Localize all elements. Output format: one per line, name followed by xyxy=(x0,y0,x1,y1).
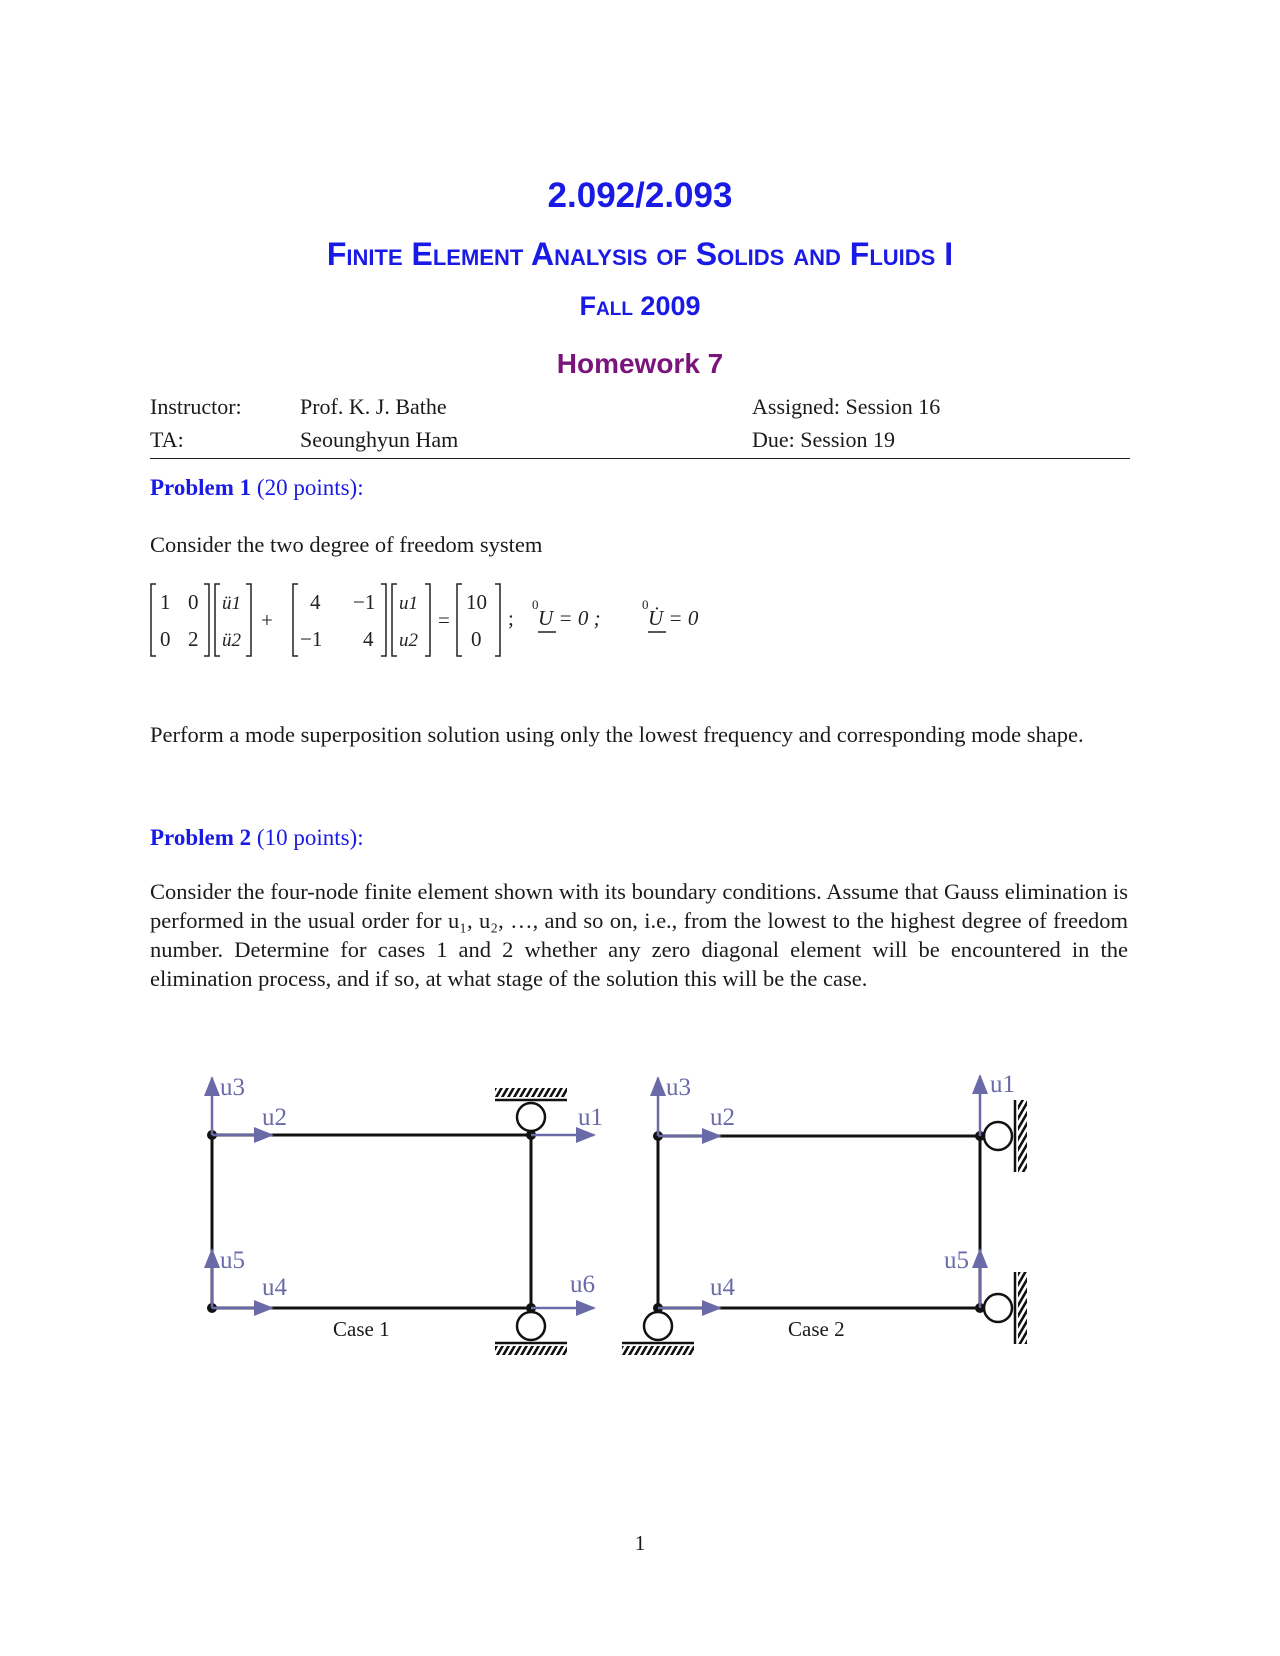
case1-u6-label: u6 xyxy=(570,1271,595,1298)
mass-21: 0 xyxy=(160,627,171,651)
problem1-intro: Consider the two degree of freedom system xyxy=(150,532,543,557)
ta-name: Seounghyun Ham xyxy=(300,427,459,452)
case1-top-roller xyxy=(517,1103,545,1131)
problem1-label: Problem 1 xyxy=(150,475,252,500)
course-number: 2.092/2.093 xyxy=(547,176,733,215)
disp-1: u1 xyxy=(399,593,418,614)
case2-left-ground xyxy=(622,1346,694,1355)
instructor-label: Instructor: xyxy=(150,394,242,419)
mass-11: 1 xyxy=(160,590,171,614)
case1-u4-label: u4 xyxy=(262,1274,287,1301)
case2-caption: Case 2 xyxy=(788,1317,845,1341)
ic1-superscript: 0 xyxy=(532,597,539,612)
assigned-session: Assigned: Session 16 xyxy=(752,394,941,419)
problem1-task: Perform a mode superposition solution using only the lowest frequency and corresponding mode shape. xyxy=(150,722,1084,747)
case1-bottom-roller xyxy=(517,1312,545,1340)
header-divider xyxy=(150,458,1130,459)
case1-figure xyxy=(207,1074,603,1355)
case2-element xyxy=(658,1136,980,1308)
stiff-21: −1 xyxy=(300,627,323,651)
rhs-2: 0 xyxy=(471,627,482,651)
case1-u1-label: u1 xyxy=(578,1104,603,1131)
acc-1: ü1 xyxy=(222,593,241,614)
problem2-label: Problem 2 xyxy=(150,825,252,850)
rhs-1: 10 xyxy=(466,590,487,614)
due-session: Due: Session 19 xyxy=(752,427,895,452)
case1-caption: Case 1 xyxy=(333,1317,390,1341)
page-number: 1 xyxy=(634,1531,646,1555)
case1-u2-label: u2 xyxy=(262,1104,287,1131)
case1-top-ground xyxy=(495,1088,567,1097)
mass-12: 0 xyxy=(188,590,199,614)
case2-u5-label: u5 xyxy=(944,1247,969,1274)
stiff-22: 4 xyxy=(363,627,374,651)
case1-u5-label: u5 xyxy=(220,1247,245,1274)
problem2-points: (10 points): xyxy=(256,825,364,850)
mass-22: 2 xyxy=(188,627,199,651)
case2-u2-label: u2 xyxy=(710,1104,735,1131)
term: Fall 2009 xyxy=(579,291,701,321)
initial-velocity: U̇ = 0 xyxy=(648,606,699,630)
case1-bottom-ground xyxy=(495,1346,567,1355)
case2-u3-label: u3 xyxy=(666,1074,691,1101)
problem1-heading xyxy=(150,475,364,501)
equation-of-motion xyxy=(148,580,728,660)
boundary-condition-figures xyxy=(150,1050,1130,1370)
case2-left-roller xyxy=(644,1312,672,1340)
case2-bottom-right-roller xyxy=(984,1294,1012,1322)
case1-element xyxy=(212,1135,531,1308)
case2-top-right-wall xyxy=(1018,1100,1027,1172)
stiff-11: 4 xyxy=(310,590,321,614)
case2-figure xyxy=(622,1071,1027,1355)
problem1-points: (20 points): xyxy=(256,475,364,500)
problem2-heading xyxy=(150,825,364,851)
ic2-superscript: 0 xyxy=(642,597,649,612)
case1-u3-label: u3 xyxy=(220,1074,245,1101)
case2-u4-label: u4 xyxy=(710,1274,735,1301)
instructor-name: Prof. K. J. Bathe xyxy=(300,394,447,419)
course-title: Finite Element Analysis of Solids and Fluids I xyxy=(326,236,954,272)
acc-2: ü2 xyxy=(222,630,241,651)
semicolon: ; xyxy=(508,606,514,630)
disp-2: u2 xyxy=(399,630,418,651)
case2-bottom-right-wall xyxy=(1018,1272,1027,1344)
case2-u1-label: u1 xyxy=(990,1071,1015,1098)
plus-sign: + xyxy=(261,608,273,632)
assignment-title: Homework 7 xyxy=(556,348,724,379)
case2-top-right-roller xyxy=(984,1122,1012,1150)
initial-displacement: U = 0 ; xyxy=(538,606,601,630)
equals-sign: = xyxy=(438,608,450,632)
ta-label: TA: xyxy=(150,427,184,452)
stiff-12: −1 xyxy=(353,590,376,614)
problem2-text: Consider the four-node finite element shown with its boundary conditions. Assume that Gauss elimination is performed in the usual order for u₁, u₂, …, and so on, i.e., from the lowest to the highest degree of freedom number. Determine for cases 1 and 2 whether any zero diagonal element will be encountered in the elimination process, and if so, at what stage of the solution this will be the case. xyxy=(150,879,1128,991)
